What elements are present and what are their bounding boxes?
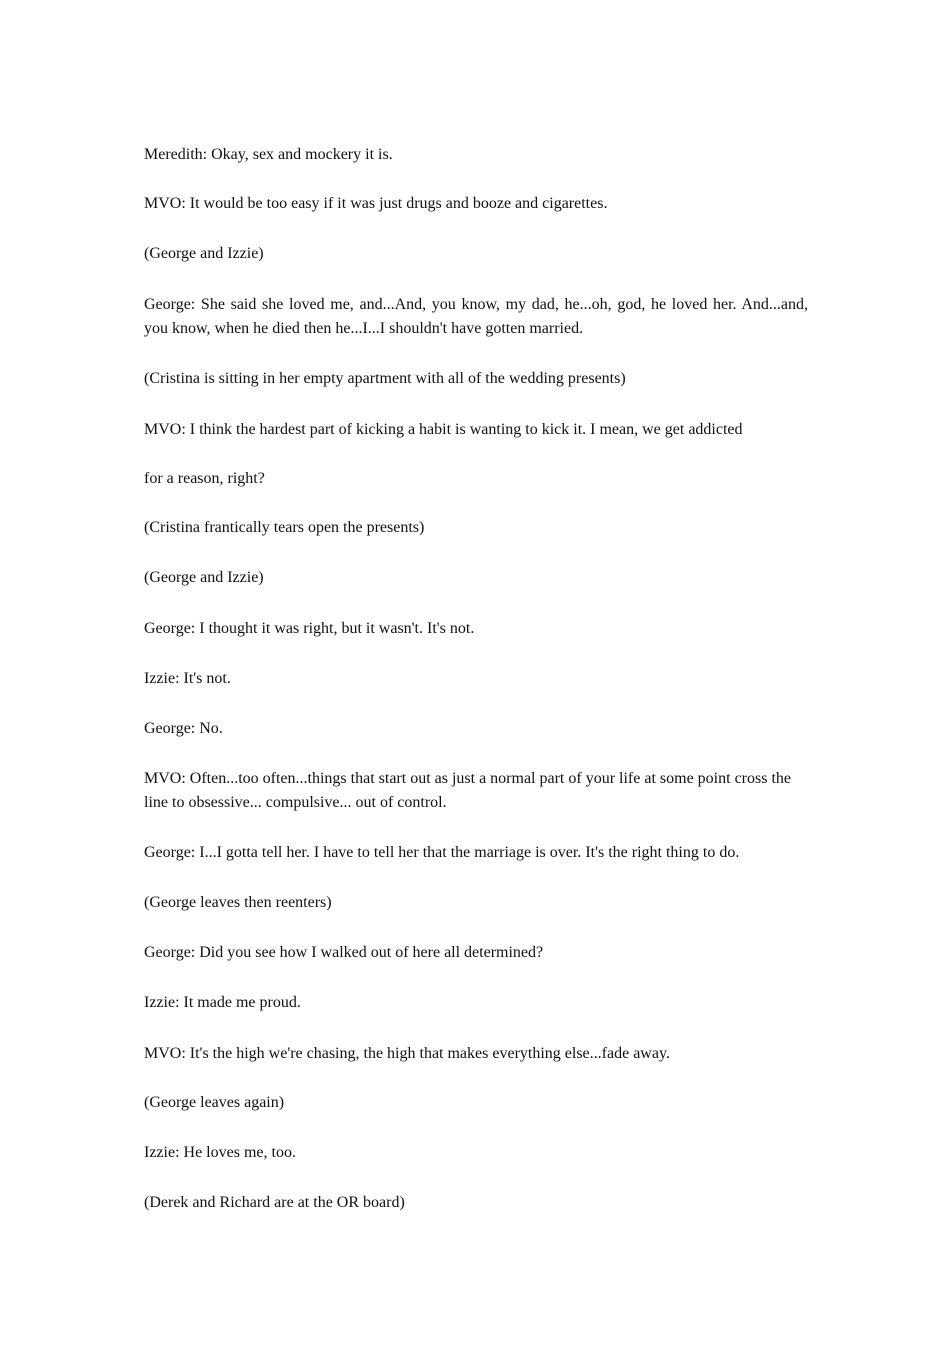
script-line: George: Did you see how I walked out of here all determined? xyxy=(144,944,544,961)
scene-direction: (George leaves then reenters) xyxy=(144,894,332,911)
script-line: George: I thought it was right, but it wasn't. It's not. xyxy=(144,620,475,637)
script-line: Izzie: It made me proud. xyxy=(144,994,301,1011)
script-line: MVO: I think the hardest part of kicking a habit is wanting to kick it. I mean, we get addicted xyxy=(144,421,743,438)
scene-direction: (Cristina frantically tears open the presents) xyxy=(144,519,425,536)
script-line: George: No. xyxy=(144,720,223,737)
script-line: George: She said she loved me, and...And, you know, my dad, he...oh, god, he loved her. And...and, you know, when he died then he...I...I shouldn't have gotten married. xyxy=(144,296,808,337)
script-line: MVO: It would be too easy if it was just drugs and booze and cigarettes. xyxy=(144,195,608,212)
scene-direction: (Cristina is sitting in her empty apartment with all of the wedding presents) xyxy=(144,370,626,387)
script-line: George: I...I gotta tell her. I have to tell her that the marriage is over. It's the right thing to do. xyxy=(144,844,740,861)
script-line: Izzie: He loves me, too. xyxy=(144,1144,296,1161)
script-line: Meredith: Okay, sex and mockery it is. xyxy=(144,146,393,163)
script-line: for a reason, right? xyxy=(144,470,265,487)
scene-direction: (Derek and Richard are at the OR board) xyxy=(144,1194,405,1211)
scene-direction: (George leaves again) xyxy=(144,1094,285,1111)
scene-direction: (George and Izzie) xyxy=(144,569,264,586)
script-line: MVO: It's the high we're chasing, the high that makes everything else...fade away. xyxy=(144,1045,670,1062)
script-line: Izzie: It's not. xyxy=(144,670,231,687)
scene-direction: (George and Izzie) xyxy=(144,245,264,262)
script-line: MVO: Often...too often...things that start out as just a normal part of your life at some point cross the line to obsessive... compulsive... out of control. xyxy=(144,770,791,811)
